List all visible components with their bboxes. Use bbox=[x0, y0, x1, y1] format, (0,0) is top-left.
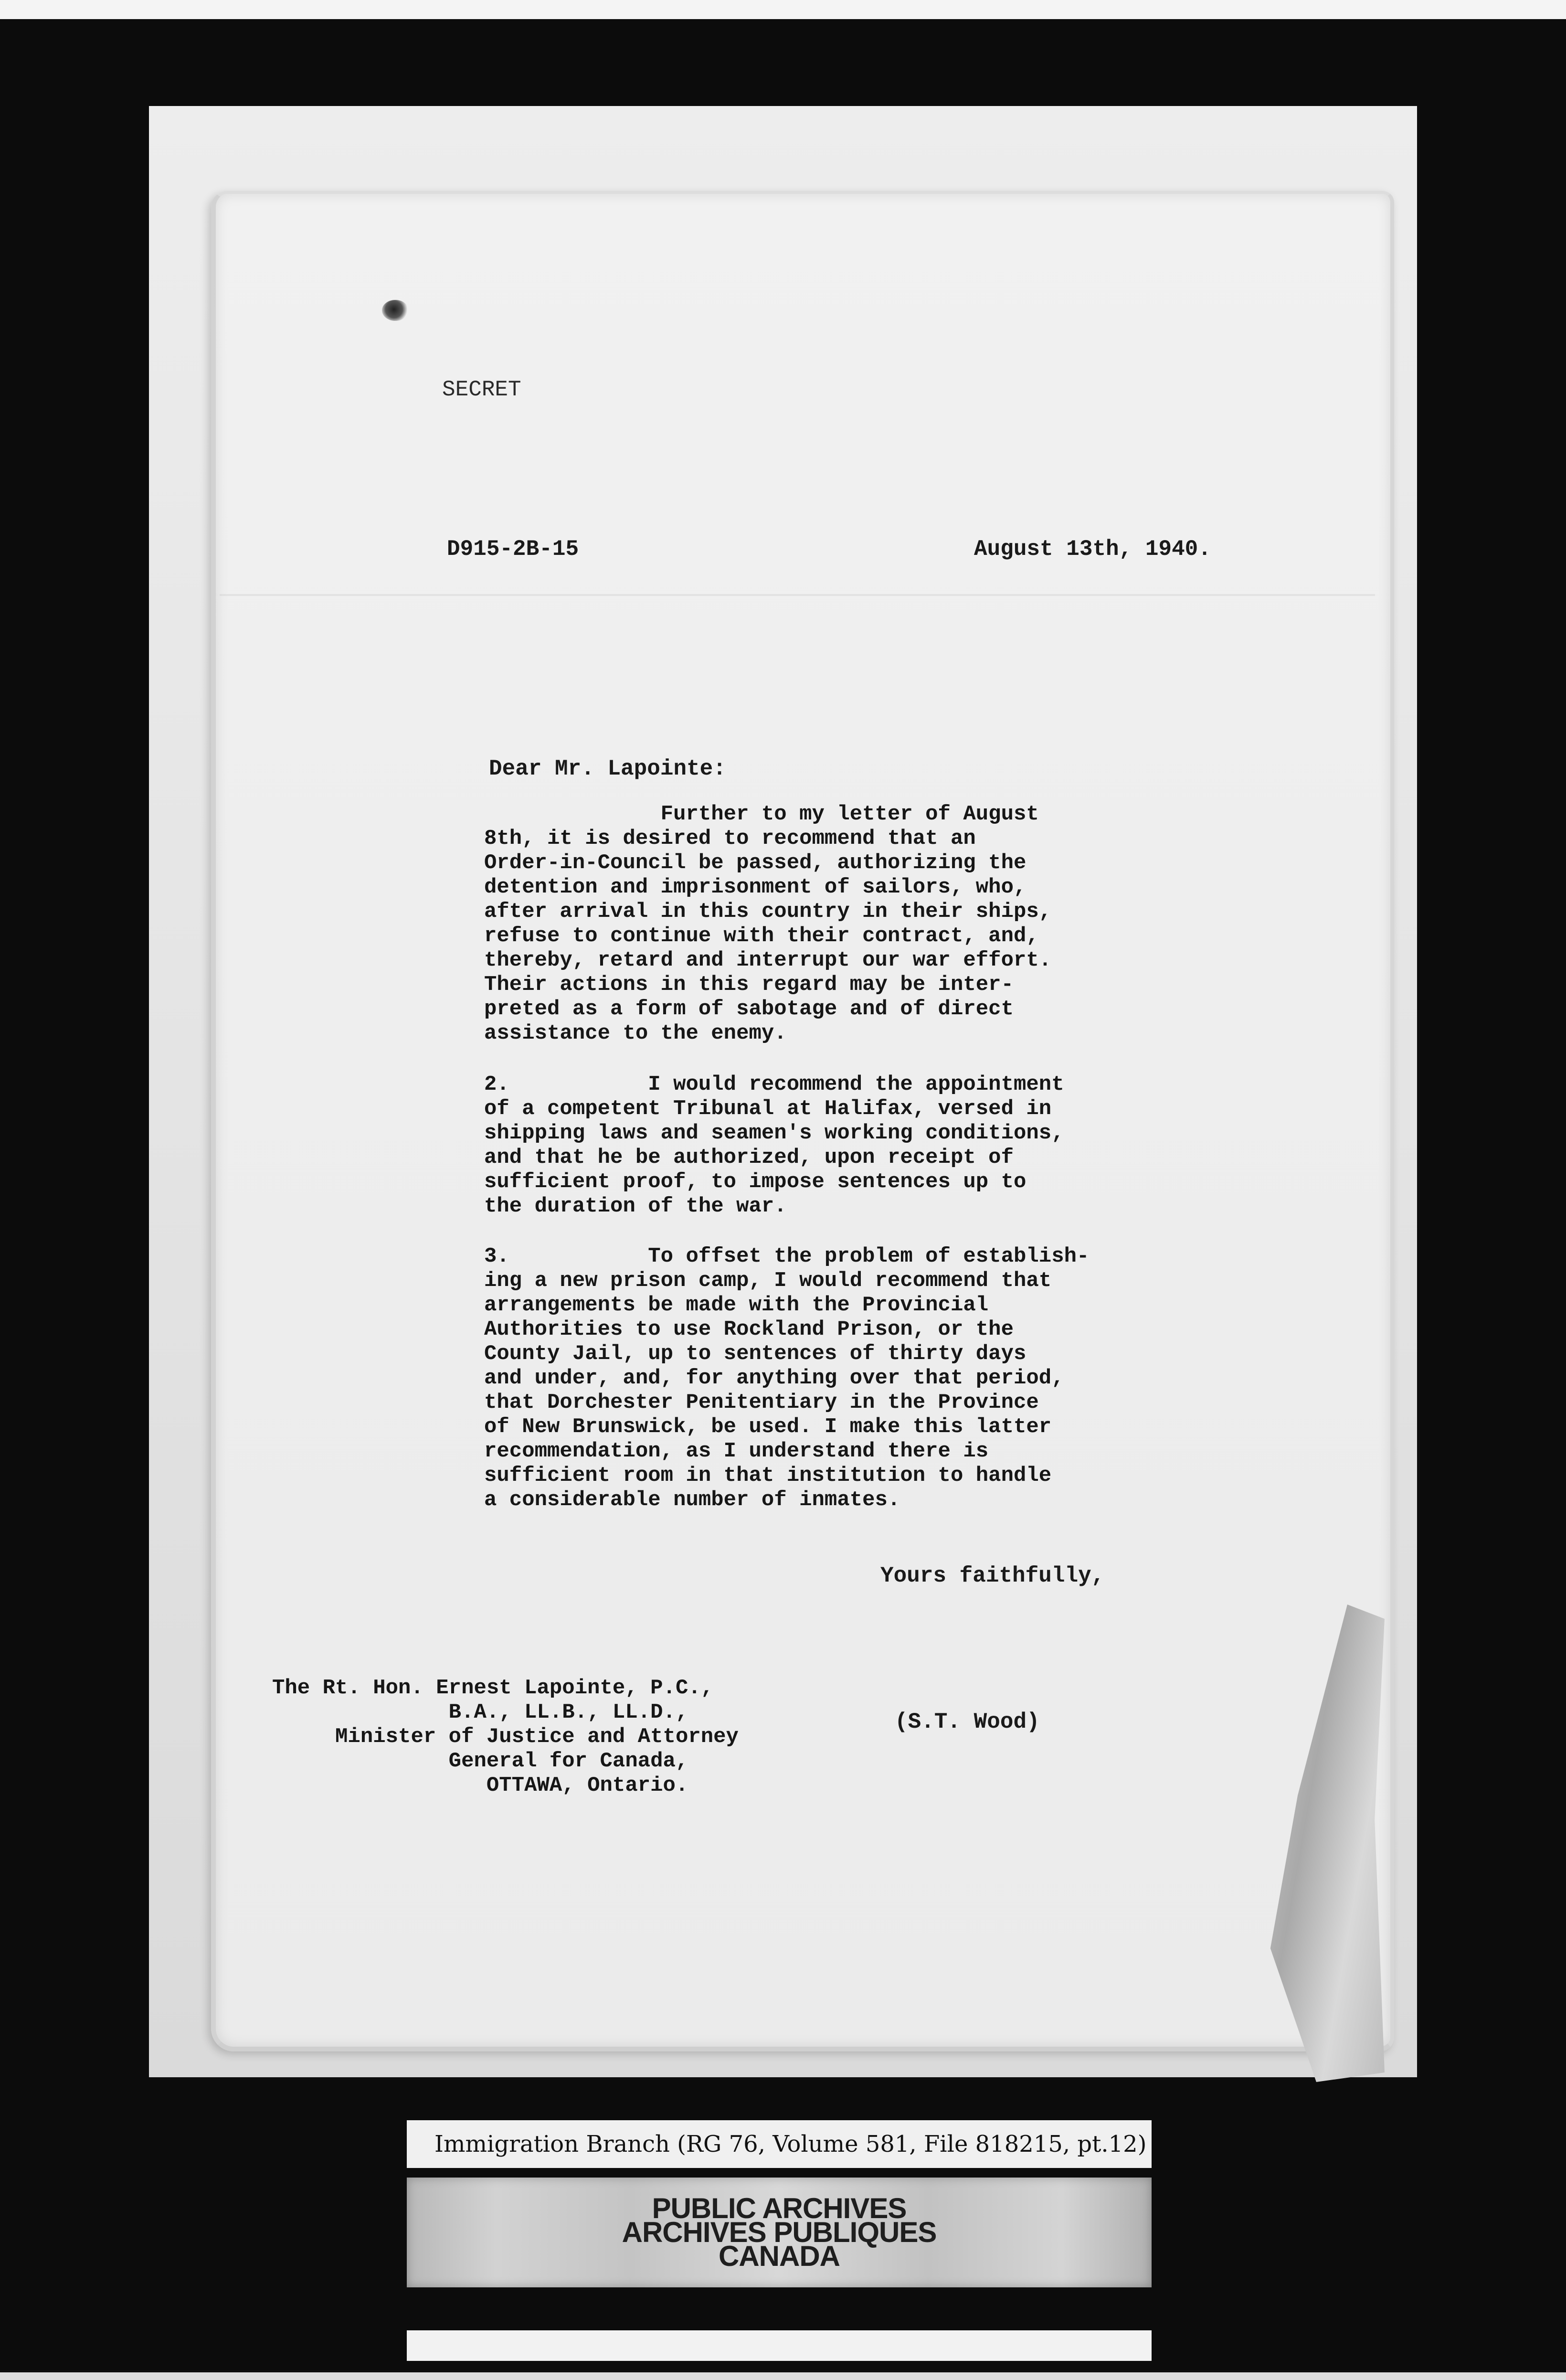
staple-hole-icon bbox=[382, 300, 409, 321]
archive-stamp-line-3: CANADA bbox=[719, 2240, 840, 2272]
archive-label-underside bbox=[407, 2330, 1152, 2361]
film-bottom-edge bbox=[0, 2372, 1566, 2380]
closing: Yours faithfully, bbox=[880, 1563, 1105, 1588]
addressee-block: The Rt. Hon. Ernest Lapointe, P.C., B.A., LL.B., LL.D., Minister of Justice and Attorney General for Canada, OTTAWA, Ontario. bbox=[272, 1676, 739, 1797]
classification-label: SECRET bbox=[442, 377, 521, 402]
body-paragraph-1: Further to my letter of August 8th, it is desired to recommend that an Order-in-Council be passed, authorizing the detention and imprisonment of sailors, who, after arrival in this country in their ships, refuse to continue with their contract, and, thereby, retard and interrupt our war effort. Their actions in this regard may be inter- preted as a form of sabotage and of direct assistance to the enemy. bbox=[484, 802, 1052, 1045]
letter-date: August 13th, 1940. bbox=[974, 537, 1211, 562]
signature: (S.T. Wood) bbox=[895, 1710, 1040, 1734]
archive-caption: Immigration Branch (RG 76, Volume 581, File 818215, pt.12) bbox=[434, 2131, 1147, 2157]
body-paragraph-3: 3. To offset the problem of establish- ing a new prison camp, I would recommend that arrangements be made with the Provincial Authorities to use Rockland Prison, or the County Jail, up to sentences of thirty days and under, and, for anything over that period, that Dorchester Penitentiary in the Province of New Brunswick, be used. I make this latter recommendation, as I understand there is sufficient room in that institution to handle a considerable number of inmates. bbox=[484, 1244, 1090, 1512]
file-reference: D915-2B-15 bbox=[447, 537, 579, 562]
body-paragraph-2: 2. I would recommend the appointment of a competent Tribunal at Halifax, versed in shipping laws and seamen's working conditions, and that he be authorized, upon receipt of sufficient proof, to impose sentences up to the duration of the war. bbox=[484, 1073, 1064, 1218]
archive-stamp-line-1: PUBLIC ARCHIVES bbox=[652, 2192, 907, 2224]
salutation: Dear Mr. Lapointe: bbox=[489, 756, 726, 781]
archive-stamp-line-2: ARCHIVES PUBLIQUES bbox=[622, 2216, 937, 2248]
film-top-edge bbox=[0, 0, 1566, 19]
sheet-fold-line bbox=[220, 594, 1375, 596]
